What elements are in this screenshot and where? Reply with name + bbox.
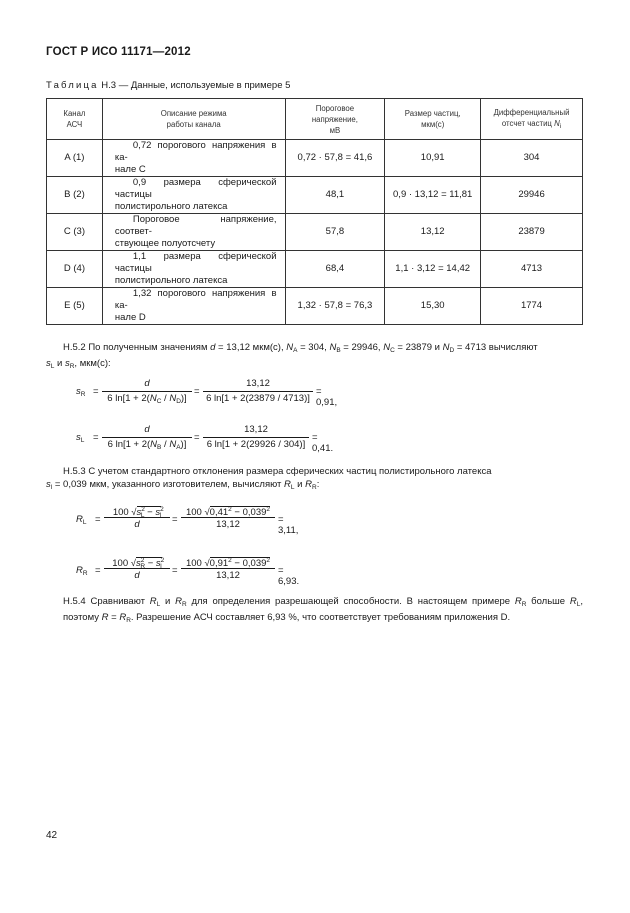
formula-sL-result: = 0,41. [312, 432, 334, 454]
formula-sR-result: = 0,91, [316, 386, 338, 408]
header-mode: Описание режима работы канала [102, 99, 285, 140]
formula-RR-result: = 6,93. [278, 565, 300, 587]
formula-sL-fraction2: 13,12 6 ln[1 + 2(29926 / 304)] [203, 423, 309, 452]
table-header-row [47, 99, 583, 140]
formula-RR-lhs: $R_R$ [76, 565, 88, 577]
cell-channel: C (3) [47, 214, 103, 251]
cell-count: 23879 [481, 214, 583, 251]
cell-channel: B (2) [47, 177, 103, 214]
cell-count: 4713 [481, 251, 583, 288]
paragraph-h52: Н.5.2 По полученным значениям d = 13,12 мкм(с), $N_A = 304$, $N_B = 29946$, $N_C = 23879$ и $N_D = 4713$ вычисляют $s_L$ и $s_R$, мкм(с): [46, 342, 538, 370]
table-caption [46, 80, 290, 91]
document-header: ГОСТ Р ИСО 11171—2012 [46, 46, 191, 58]
cell-mode: Пороговое напряжение, соответ- ствующее полуотсчету [102, 214, 285, 251]
page-number: 42 [46, 830, 58, 841]
header-size: Размер частиц, мкм(с) [385, 99, 481, 140]
header-channel: Канал АСЧ [47, 99, 103, 140]
cell-size: 10,91 [385, 140, 481, 177]
cell-mode: 0,9 размера сферической частицы полистирольного латекса [102, 177, 285, 214]
table-row [47, 214, 583, 251]
cell-size: 13,12 [385, 214, 481, 251]
cell-size: 0,9 · 13,12 = 11,81 [385, 177, 481, 214]
formula-RL-fraction2: 100 $√0,41^2 - 0,039^2$ 13,12 [181, 503, 275, 532]
formula-RR-fraction2: 100 $√0,91^2 - 0,039^2$ 13,12 [181, 554, 275, 583]
cell-mode: 1,32 порогового напряжения в ка- нале D [102, 288, 285, 325]
table-caption-label: Таблица [46, 80, 99, 91]
cell-channel: A (1) [47, 140, 103, 177]
cell-size: 15,30 [385, 288, 481, 325]
cell-count: 1774 [481, 288, 583, 325]
cell-voltage: 57,8 [285, 214, 385, 251]
paragraph-h54: Н.5.4 Сравнивают $R_L$ и $R_R$ для определения разрешающей способности. В настоящем примере $R_R$ больше $R_L$, поэтому $R = R_R$. Разрешение АСЧ составляет 6,93 %, что соответствует требованиям приложения D. [63, 596, 583, 624]
cell-voltage: 0,72 · 57,8 = 41,6 [285, 140, 385, 177]
formula-RL-fraction1: 100 $√s^2_L - s^2_l$ d [104, 503, 170, 532]
table-caption-text: Н.3 — Данные, используемые в примере 5 [98, 80, 291, 91]
formula-RL-lhs: $R_L$ [76, 514, 87, 526]
cell-count: 304 [481, 140, 583, 177]
cell-voltage: 68,4 [285, 251, 385, 288]
data-table [46, 98, 583, 325]
formula-sR-fraction1: d 6 $\ln[1 + 2(N_C / N_D)]$ [102, 377, 192, 406]
paragraph-h53: Н.5.3 С учетом стандартного отклонения размера сферических частиц полистирольного латекса $s_l = 0,039$ мкм, указанного изготовителем, вычисляют $R_L$ и $R_R$: [46, 466, 492, 491]
header-diff-count: Дифференциальный отсчет частиц $N_i$ [481, 99, 583, 140]
formula-sL-lhs: $s_L$ [76, 432, 85, 444]
cell-size: 1,1 · 3,12 = 14,42 [385, 251, 481, 288]
formula-RL-result: = 3,11, [278, 514, 299, 536]
formula-sR-lhs: $s_R$ [76, 386, 86, 398]
cell-voltage: 1,32 · 57,8 = 76,3 [285, 288, 385, 325]
cell-channel: D (4) [47, 251, 103, 288]
cell-mode: 1,1 размера сферической частицы полистирольного латекса [102, 251, 285, 288]
cell-channel: E (5) [47, 288, 103, 325]
header-threshold: Пороговое напряжение, мВ [285, 99, 385, 140]
cell-mode: 0,72 порогового напряжения в ка- нале C [102, 140, 285, 177]
cell-count: 29946 [481, 177, 583, 214]
table-row [47, 177, 583, 214]
cell-voltage: 48,1 [285, 177, 385, 214]
table-row [47, 288, 583, 325]
formula-sL-fraction1: d 6 $\ln[1 + 2(N_B / N_A)]$ [102, 423, 192, 452]
formula-sR-fraction2: 13,12 6 ln[1 + 2(23879 / 4713)] [203, 377, 313, 406]
table-row [47, 251, 583, 288]
formula-RR-fraction1: 100 $√s^2_R - s^2_l$ d [104, 554, 170, 583]
table-row [47, 140, 583, 177]
